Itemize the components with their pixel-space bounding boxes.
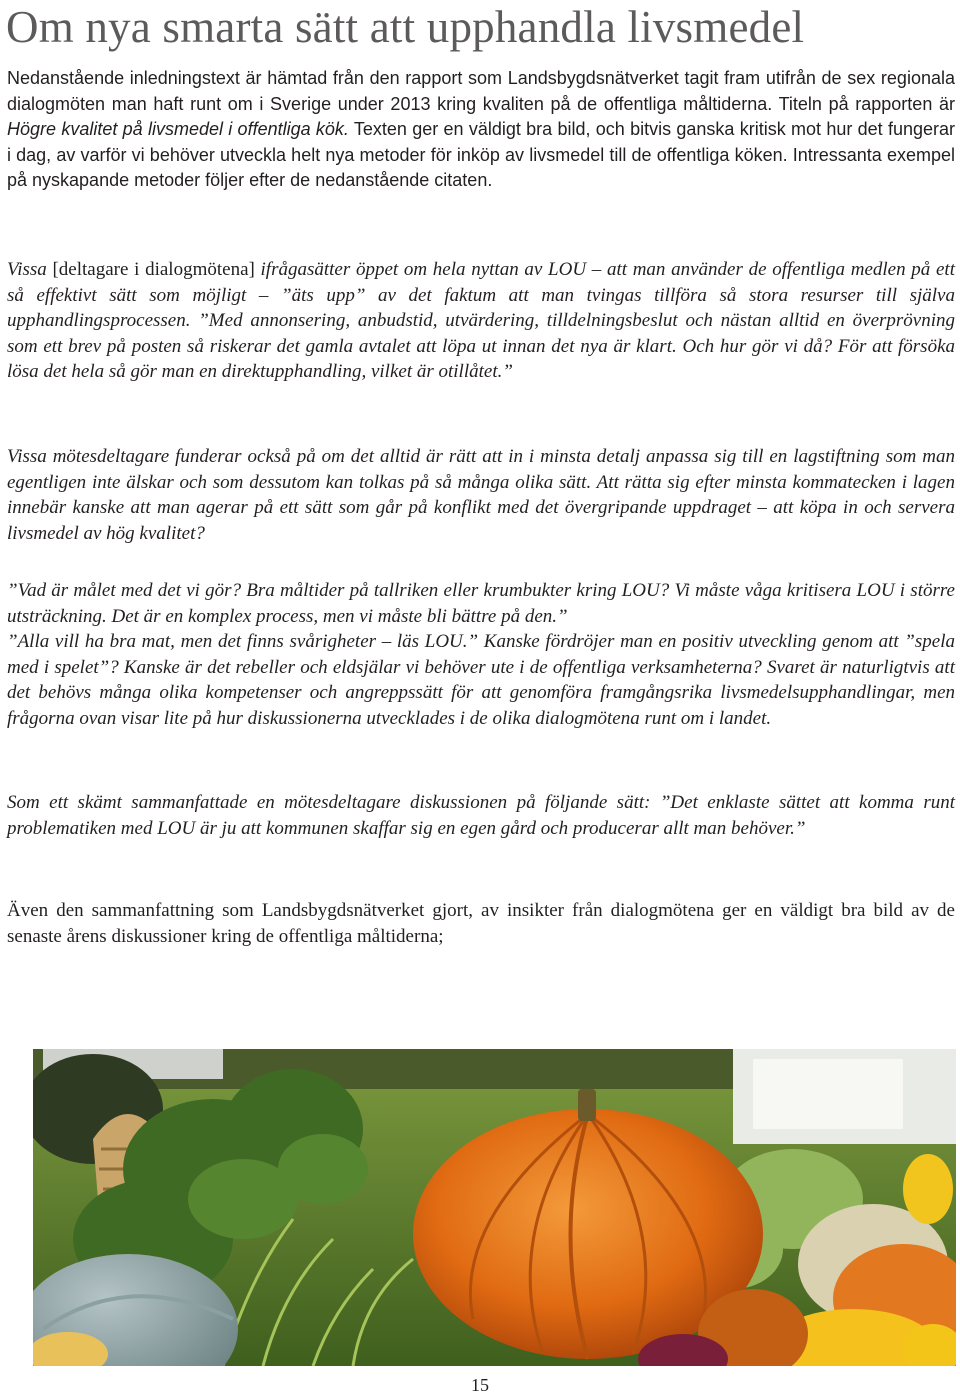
- quote-paragraph-1: [7, 257, 955, 385]
- page-title: Om nya smarta sätt att upphandla livsmedel: [6, 2, 805, 52]
- quote-1-bracket: [deltagare i dialogmötena]: [46, 259, 261, 280]
- quote-paragraph-4: Som ett skämt sammanfattade en mötesdeltagare diskussionen på följande sätt: ”Det enklaste sättet att komma runt problematiken med LOU är ju att kommunen skaffar sig en egen gård och producerar allt man behöver.”: [7, 792, 955, 839]
- report-title: Högre kvalitet på livsmedel i offentliga kök.: [7, 119, 349, 139]
- quote-paragraph-2: Vissa mötesdeltagare funderar också på om det alltid är rätt att in i minsta detalj anpassa sig till en lagstiftning som man egentligen inte älskar och som dessutom kan tolkas på så många olika sätt. Att rätta sig efter minsta kommatecken i lagen innebär kanske att man agerar på ett sätt som går på konflikt med det övergripande uppdraget – att köpa in och servera livsmedel av hög kvalitet?: [7, 446, 955, 544]
- quote-3-second: ”Alla vill ha bra mat, men det finns svårigheter – läs LOU.” Kanske fördröjer man en positiv utveckling genom att ”spela med i spelet”? Kanske är det rebeller och eldsjälar vi behöver ute i de offentliga verksamheterna? Svaret är naturligtvis att det behövs många olika kompetenser och angreppssätt för att genomföra framgångsrika livsmedelsupphandlingar, men frågorna ovan visar lite på hur diskussionerna utvecklades i de olika dialogmötena runt om i landet.: [7, 631, 955, 729]
- intro-text-end: Texten ger en väldigt bra bild, och bitvis ganska kritisk mot hur det fungerar i dag, av varför vi behöver utveckla helt nya metoder för inköp av livsmedel till de offentliga köken. Intressanta exempel på nyskapande metoder följer efter de nedanstående citaten.: [7, 119, 955, 190]
- quote-paragraph-3: [7, 578, 955, 731]
- page-number: 15: [471, 1375, 489, 1395]
- quote-1-rest: ifrågasätter öppet om hela nyttan av LOU – att man använder de offentliga medlen på ett så effektivt sätt som möjligt – ”äts upp” av det faktum att man tvingas tillföra så stora resurser till själva upphandlingsprocessen. ”Med annonsering, anbudstid, utvärdering, tilldelningsbeslut och nästan alltid en överprövning som ett brev på posten så riskerar det gamla avtalet att löpa ut innan det nya är klart. Och hur gör vi då? För att försöka lösa det hela så gör man en direktupphandling, vilket är otillåtet.”: [7, 259, 955, 382]
- intro-paragraph: [7, 66, 955, 194]
- closing-paragraph: Även den sammanfattning som Landsbygdsnätverket gjort, av insikter från dialogmötena ger en väldigt bra bild av de senaste årens diskussioner kring de offentliga måltiderna;: [7, 900, 955, 947]
- quote-1-start: Vissa: [7, 259, 47, 280]
- vegetables-photo: [33, 1049, 956, 1366]
- quote-3-first: ”Vad är målet med det vi gör? Bra måltider på tallriken eller krumbukter kring LOU? Vi måste våga kritisera LOU i större utsträckning. Det är en komplex process, men vi måste bli bättre på den.”: [7, 580, 955, 627]
- intro-text-start: Nedanstående inledningstext är hämtad från den rapport som Landsbygdsnätverket tagit fram utifrån de sex regionala dialogmöten man haft runt om i Sverige under 2013 kring kvaliten på de offentliga måltiderna. Titeln på rapporten är: [7, 68, 955, 114]
